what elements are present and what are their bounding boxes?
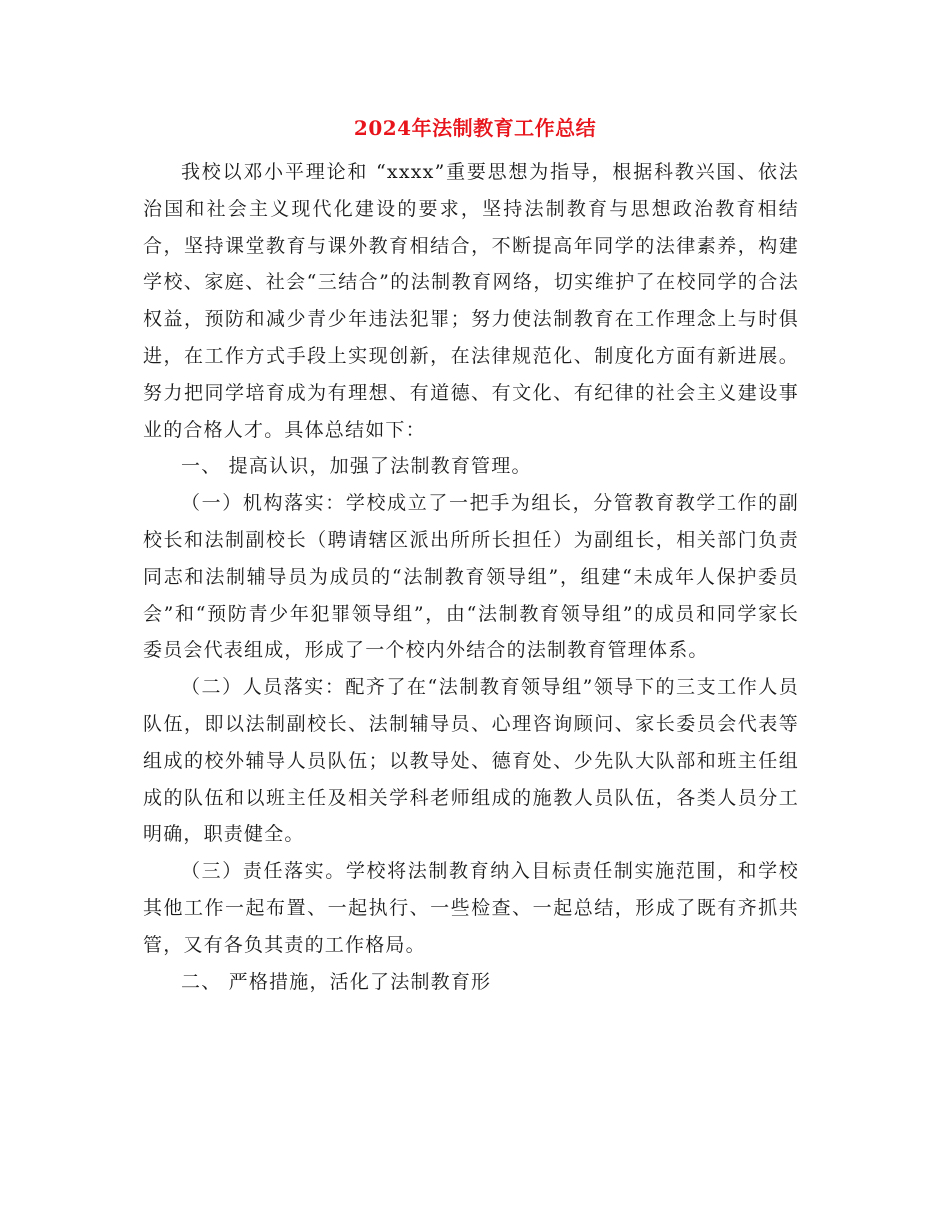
section-heading-2: 二、 严格措施，活化了法制教育形: [181, 970, 492, 993]
paragraph-responsibility: （三）责任落实。学校将法制教育纳入目标责任制实施范围，和学校其他工作一起布置、一起执行、一些检查、一起总结，形成了既有齐抓共管，又有各负其责的工作格局。: [143, 860, 799, 956]
section-heading-1: 一、 提高认识，加强了法制教育管理。: [181, 455, 532, 478]
intro-paragraph: 我校以邓小平理论和 “xxxx”重要思想为指导，根据科教兴国、依法治国和社会主义现代化建设的要求，坚持法制教育与思想政治教育相结合，坚持课堂教育与课外教育相结合，不断提高年同学的法律素养，构建学校、家庭、社会“三结合”的法制教育网络，切实维护了在校同学的合法权益，预防和减少青少年违法犯罪；努力使法制教育在工作理念上与时俱进，在工作方式手段上实现创新，在法律规范化、制度化方面有新进展。努力把同学培育成为有理想、有道德、有文化、有纪律的社会主义建设事业的合格人才。具体总结如下：: [143, 161, 799, 441]
paragraph-personnel: （二）人员落实：配齐了在“法制教育领导组”领导下的三支工作人员队伍，即以法制副校长、法制辅导员、心理咨询顾问、家长委员会代表等组成的校外辅导人员队伍；以教导处、德育处、少先队大队部和班主任组成的队伍和以班主任及相关学科老师组成的施教人员队伍，各类人员分工明确，职责健全。: [143, 676, 799, 846]
document-title: 2024年法制教育工作总结: [353, 116, 597, 140]
document-body: [143, 154, 799, 1000]
paragraph-organization: （一）机构落实：学校成立了一把手为组长，分管教育教学工作的副校长和法制副校长（聘请辖区派出所所长担任）为副组长，相关部门负责同志和法制辅导员为成员的“法制教育领导组”，组建“未成年人保护委员会”和“预防青少年犯罪领导组”，由“法制教育领导组”的成员和同学家长委员会代表组成，形成了一个校内外结合的法制教育管理体系。: [143, 492, 799, 662]
